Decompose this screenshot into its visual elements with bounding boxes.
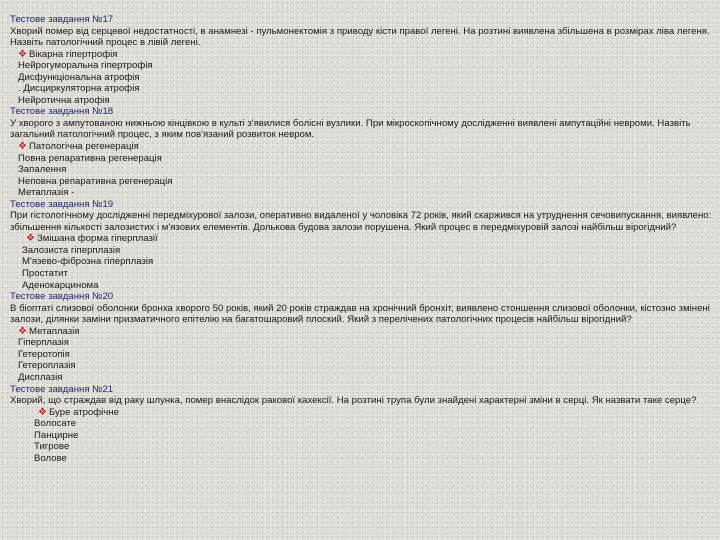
test-title: Тестове завдання №20 (10, 291, 114, 303)
answer-option: Простатит (22, 268, 68, 280)
test-question: Хворий, що страждав від раку шлунка, помер внаслідок ракової кахексії. На розтині трупа були знайдені характерні зміни в серці. Як назвати таке серце? (10, 395, 697, 407)
correct-answer-text: Буре атрофічне (48, 406, 119, 418)
answer-option: Дисплазія (18, 371, 63, 383)
correct-answer (10, 407, 712, 419)
test-question: В біоптаті слизової оболонки бронха хворого 50 років, який 20 років страждав на хронічний бронхіт, виявлено стоншення слизової оболонки, кістозно змінені залози, ділянки заміни призматичного епітелію на багатошаровий плоский. Який з перелічених патологічних процесів найбільш вірогідний? (10, 302, 710, 326)
answer-option: Гетеротопія (18, 348, 70, 360)
correct-answer-text: Вікарна гіпертрофія (28, 48, 118, 60)
correct-answer (10, 326, 712, 338)
test-question: Хворий помер від серцевої недостатності, в анамнезі - пульмонектомія з приводу кісти правої легені. На розтині виявлена збільшена в розмірах ліва легеня. Назвіть патологічний процес в лівій легені. (10, 25, 710, 49)
answer-option: Дисфункціональна атрофія (18, 71, 140, 83)
answer-option: Запалення (18, 164, 67, 176)
test-21 (10, 384, 712, 465)
answer-option: Залозиста гіперплазія (22, 244, 121, 256)
answer-option: Неповна репаративна регенерація (18, 175, 173, 187)
diamond-bullet-icon: ❖ (18, 48, 27, 60)
answer-option: Волове (34, 452, 67, 464)
test-title: Тестове завдання №19 (10, 198, 114, 210)
answer-option: М'язево-фіброзна гіперплазія (22, 256, 154, 268)
answer-option: Гіперплазія (18, 337, 69, 349)
correct-answer (10, 233, 712, 245)
document-page (10, 14, 712, 464)
answer-option: Повна репаративна регенерація (18, 152, 162, 164)
answer-option: Метаплазія - (18, 187, 75, 199)
diamond-bullet-icon: ❖ (26, 233, 35, 245)
test-title: Тестове завдання №18 (10, 106, 114, 118)
answer-option: Панцирне (34, 429, 79, 441)
diamond-bullet-icon: ❖ (38, 406, 47, 418)
test-19 (10, 199, 712, 291)
test-question: При гістологічному дослідженні передміхурової залози, оперативно видаленої у чоловіка 72 років, який скаржився на утруднення сечовипускання, виявлено: збільшення кількості залозистих і м'язових елементів. Долькова будова залози порушена. Який процес в передміхуровій залозі найбільш вірогідний? (10, 210, 712, 233)
test-18 (10, 106, 712, 198)
test-question: У хворого з ампутованою нижньою кінцівкою в культі з'явилися болісні вузлики. При мікроскопічному дослідженні виявлені ампутаційні невроми. Назвіть загальний патологічний процес, з яким пов'язаний розвиток невром. (10, 117, 691, 141)
test-title: Тестове завдання №21 (10, 383, 114, 395)
answer-option: Тигрове (34, 441, 70, 453)
answer-option: . Дисциркуляторна атрофія (18, 83, 140, 95)
answer-option: Нейрогуморальна гіпертрофія (18, 60, 153, 72)
test-title: Тестове завдання №17 (10, 14, 114, 25)
correct-answer-text: Змішана форма гіперплазії (36, 233, 158, 245)
diamond-bullet-icon: ❖ (18, 141, 27, 153)
correct-answer (10, 49, 712, 61)
correct-answer (10, 141, 712, 153)
answer-option: Волосате (34, 418, 77, 430)
answer-option: Аденокарцинома (22, 279, 99, 291)
diamond-bullet-icon: ❖ (18, 325, 27, 337)
test-17 (10, 14, 712, 106)
test-20 (10, 291, 712, 383)
answer-option: Нейротична атрофія (18, 94, 110, 106)
answer-option: Гетероплазія (18, 360, 76, 372)
correct-answer-text: Метаплазія (28, 325, 80, 337)
correct-answer-text: Патологічна регенерація (28, 141, 139, 153)
